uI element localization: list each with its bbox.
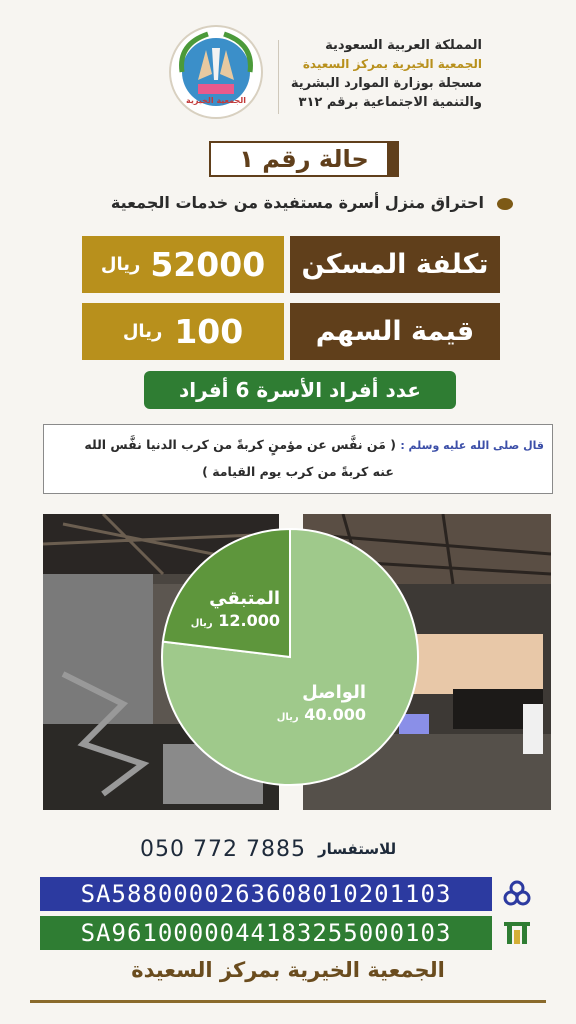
hadith-intro: قال صلى الله عليه وسلم :: [400, 439, 544, 452]
cost-unit: ريال: [100, 254, 141, 275]
charity-logo: [168, 24, 264, 120]
pie-slices: [162, 529, 418, 785]
header-text: [286, 36, 482, 112]
share-label: قيمة السهم: [315, 316, 475, 347]
header-line-4: والتنمية الاجتماعية برقم ٣١٢: [298, 95, 482, 110]
cost-value: 52000: [150, 245, 266, 284]
iban-1-box[interactable]: [40, 877, 492, 911]
case-title: حالة رقم ١: [239, 145, 369, 173]
family-count: عدد أفراد الأسرة 6 أفراد: [179, 378, 421, 402]
case-description-bullet: [497, 198, 513, 210]
remaining-label: المتبقي: [209, 588, 280, 609]
hadith-line-1: [52, 432, 544, 459]
donation-pie-chart: [160, 527, 420, 787]
header-line-3: مسجلة بوزارة الموارد البشرية: [290, 76, 482, 91]
received-unit: ريال: [276, 712, 299, 723]
header-line-2: الجمعية الخيرية بمركز السعيدة: [302, 57, 482, 71]
received-value: 40.000: [304, 705, 366, 724]
hadith-text-1: ( مَن نفَّس عن مؤمنٍ كربةً من كرب الدنيا نفَّس الله: [84, 437, 396, 452]
remaining-unit: ريال: [190, 618, 213, 629]
pie-label-received: [262, 682, 366, 724]
received-label: الواصل: [302, 682, 366, 703]
share-unit: ريال: [122, 321, 163, 342]
family-count-banner: [144, 371, 456, 409]
share-value-box: [82, 303, 284, 360]
header-line-1: المملكة العربية السعودية: [325, 38, 482, 53]
logo-caption: الجمعية الخيرية: [186, 96, 246, 105]
cost-value-box: [82, 236, 284, 293]
bank-icon-ncb: [500, 916, 534, 950]
footer-name: الجمعية الخيرية بمركز السعيدة: [131, 958, 445, 982]
remaining-amount: [176, 611, 280, 630]
received-amount: [262, 705, 366, 724]
cost-label-box: [290, 236, 500, 293]
iban-1[interactable]: SA5880000263608010201103: [80, 880, 452, 908]
contact-label: للاستفسار: [317, 840, 397, 858]
contact-row: [140, 834, 440, 864]
cost-label: تكلفة المسكن: [301, 249, 489, 280]
bank-icon-alrajhi: [500, 877, 534, 911]
case-title-accent: [387, 141, 399, 177]
header-divider: [278, 40, 279, 114]
share-label-box: [290, 303, 500, 360]
case-title-box: [209, 141, 399, 177]
footer-divider: [30, 1000, 546, 1003]
contact-phone[interactable]: 050 772 7885: [140, 836, 306, 862]
iban-2[interactable]: SA9610000044183255000103: [80, 919, 452, 947]
remaining-value: 12.000: [218, 611, 280, 630]
case-description: احتراق منزل أسرة مستفيدة من خدمات الجمعية: [110, 193, 484, 212]
share-value: 100: [174, 312, 244, 351]
pie-label-remaining: [176, 588, 280, 630]
hadith-box: [43, 424, 553, 494]
iban-2-box[interactable]: [40, 916, 492, 950]
hadith-text-2: عنه كربةً من كرب يوم القيامة ): [202, 464, 394, 479]
